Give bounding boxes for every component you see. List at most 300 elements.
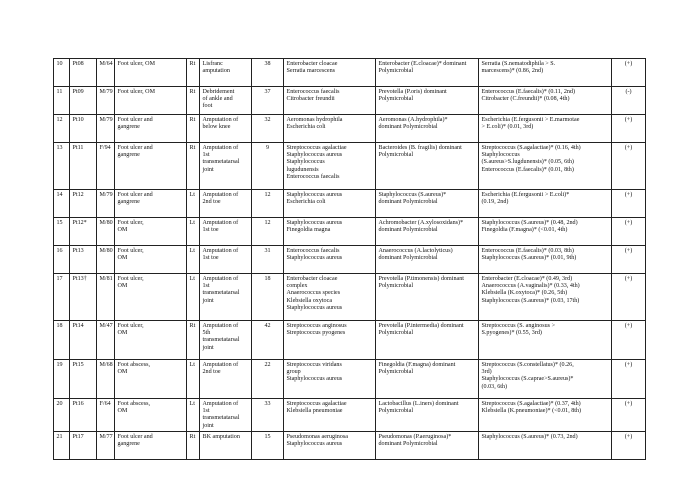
cell-row-number <box>54 115 70 143</box>
cell-patient-id-line: Pt08 <box>72 61 84 67</box>
cell-ngs <box>376 115 479 143</box>
cell-diagnosis-line: Foot ulcer, OM <box>117 89 155 95</box>
cell-diagnosis-line: gangrene <box>117 199 140 206</box>
cell-ngs-line: Anaerococcus (A.lactolyticus) <box>378 248 453 254</box>
cell-procedure-line: joint <box>202 344 214 351</box>
cell-side-line: Lt <box>189 401 195 407</box>
cell-sex-age-line: M/81 <box>99 276 113 282</box>
cell-culture-line: Streptococcus agalactiae <box>286 145 347 151</box>
cell-ngs <box>376 246 479 274</box>
cell-count-line: 37 <box>264 89 271 95</box>
cell-metagenomics-line: Enterobacter (E.cloacae)* (0.49, 3rd) <box>481 276 573 282</box>
cell-count <box>252 399 284 432</box>
cell-diagnosis <box>115 431 187 459</box>
cell-ngs-line: Prevotella (P.oris) dominant <box>378 89 447 95</box>
cell-procedure-line: Amputation of <box>202 220 239 226</box>
cell-culture-line: Staphylococcus aureus <box>286 255 343 262</box>
cell-count-line: 12 <box>264 192 271 198</box>
cell-diagnosis <box>115 274 187 321</box>
cell-count-line: 9 <box>265 145 270 151</box>
cell-culture-line: Streptococcus pyogenes <box>286 330 346 337</box>
table-row <box>54 360 646 399</box>
cell-side-line: Rt <box>189 117 196 123</box>
cell-ngs-line: Achromobacter (A.xylosoxidans)* <box>378 220 464 226</box>
cell-result-line: (+) <box>624 276 633 282</box>
cell-ngs-line: dominant Polymicrobial <box>378 227 438 234</box>
cell-sex-age <box>97 87 115 115</box>
cell-sex-age-line: F/64 <box>99 401 111 407</box>
cell-metagenomics-line: Staphylococcus (S.aureus)* (0.01, 9th) <box>481 255 577 262</box>
cell-procedure-line: 1st toe <box>202 255 219 262</box>
cell-procedure-line: BK amputation <box>202 433 240 440</box>
cell-diagnosis-line: Foot ulcer and <box>117 145 153 151</box>
cell-result <box>612 218 646 246</box>
cell-result-line: (-) <box>625 89 632 95</box>
cell-row-number-line: 17 <box>56 276 63 282</box>
cell-culture-line: Enterococcus faecalis <box>286 173 340 180</box>
cell-culture-line: Pseudomonas aeruginosa <box>286 433 348 440</box>
cell-patient-id-line: Pt12* <box>72 220 87 226</box>
cell-ngs-line: dominant Polymicrobial <box>378 255 438 262</box>
cell-count <box>252 431 284 459</box>
cell-procedure-line: Amputation of <box>202 192 239 198</box>
cell-patient-id <box>70 246 97 274</box>
cell-result-line: (+) <box>624 61 633 67</box>
cell-patient-id-line: Pt17 <box>72 433 84 440</box>
cell-sex-age <box>97 143 115 190</box>
cell-side <box>187 360 200 399</box>
cell-ngs <box>376 399 479 432</box>
cell-sex-age-line: M/79 <box>99 89 113 95</box>
cell-diagnosis <box>115 399 187 432</box>
cell-result <box>612 360 646 399</box>
cell-row-number-line: 12 <box>56 117 63 123</box>
cell-diagnosis <box>115 143 187 190</box>
cell-ngs <box>376 190 479 218</box>
cell-patient-id <box>70 399 97 432</box>
cell-metagenomics-line: > E.coli)* (0.01, 3rd) <box>481 124 534 131</box>
cell-result-line: (+) <box>624 192 633 198</box>
cell-metagenomics-line: Staphylococcus (S.aureus)* (0.03, 17th) <box>481 297 580 304</box>
cell-procedure <box>200 87 252 115</box>
cell-procedure-line: amputation <box>202 68 230 75</box>
table-row <box>54 218 646 246</box>
cell-count <box>252 321 284 360</box>
cell-culture-line: Staphylococcus aureus <box>286 152 343 159</box>
cell-patient-id-line: Pt14 <box>72 323 84 329</box>
cell-diagnosis <box>115 360 187 399</box>
cell-ngs-line: Prevotella (P.intermedia) dominant <box>378 323 464 329</box>
cell-procedure-line: of ankle and <box>202 96 233 103</box>
cell-sex-age <box>97 399 115 432</box>
cell-count <box>252 360 284 399</box>
cell-metagenomics <box>479 59 612 87</box>
cell-metagenomics <box>479 115 612 143</box>
cell-count <box>252 190 284 218</box>
cell-diagnosis-line: Foot ulcer, <box>117 220 144 226</box>
table-row <box>54 143 646 190</box>
cell-side <box>187 218 200 246</box>
table-body <box>54 59 646 460</box>
cell-metagenomics-line: Escherichia (E.fergusonii > E.marmotae <box>481 117 580 123</box>
cell-culture-line: Staphylococcus aureus <box>286 192 343 198</box>
cell-count-line: 33 <box>264 401 271 407</box>
cell-row-number-line: 21 <box>56 433 63 440</box>
cell-procedure-line: Amputation of <box>202 145 239 151</box>
table-row <box>54 399 646 432</box>
cell-culture-line: complex <box>286 283 308 290</box>
cell-metagenomics <box>479 190 612 218</box>
cell-ngs-line: Polymicrobial <box>378 369 414 376</box>
cell-metagenomics-line: Streptococcus (S.agalactiae)* (0.37, 4th) <box>481 401 581 407</box>
cell-row-number <box>54 87 70 115</box>
cell-patient-id-line: Pt10 <box>72 117 84 123</box>
cell-count <box>252 218 284 246</box>
cell-metagenomics-line: Streptococcus (S. anginosus > <box>481 323 556 329</box>
cell-count-line: 31 <box>264 248 271 254</box>
cell-sex-age-line: M/64 <box>99 61 113 67</box>
cell-count <box>252 246 284 274</box>
cell-procedure <box>200 321 252 360</box>
cell-side <box>187 399 200 432</box>
cell-row-number <box>54 274 70 321</box>
cell-result <box>612 321 646 360</box>
table-row <box>54 87 646 115</box>
cell-diagnosis-line: OM <box>117 369 128 376</box>
cell-procedure <box>200 190 252 218</box>
cell-ngs-line: Polymicrobial <box>378 68 414 75</box>
cell-procedure <box>200 246 252 274</box>
cell-procedure <box>200 218 252 246</box>
cell-metagenomics <box>479 360 612 399</box>
cell-sex-age-line: M/68 <box>99 362 113 368</box>
cell-patient-id-line: Pt09 <box>72 89 84 95</box>
cell-procedure-line: 1st <box>202 152 210 159</box>
table-row <box>54 321 646 360</box>
cell-diagnosis <box>115 218 187 246</box>
cell-diagnosis <box>115 87 187 115</box>
cell-procedure-line: 1st <box>202 283 210 290</box>
cell-metagenomics-line: 3rd) <box>481 369 492 376</box>
cell-culture-line: Finegoldia magna <box>286 227 331 234</box>
cell-row-number-line: 13 <box>56 145 63 151</box>
cell-sex-age-line: M/47 <box>99 323 113 329</box>
cell-ngs <box>376 274 479 321</box>
cell-diagnosis-line: OM <box>117 255 128 262</box>
cell-ngs-line: dominant Polymicrobial <box>378 441 438 448</box>
cell-result <box>612 87 646 115</box>
cell-ngs <box>376 143 479 190</box>
cell-procedure-line: foot <box>202 103 213 110</box>
cell-procedure-line: Amputation of <box>202 248 239 254</box>
cell-metagenomics <box>479 431 612 459</box>
cell-culture-line: Anaerococcus species <box>286 290 341 297</box>
cell-ngs-line: dominant Polymicrobial <box>378 199 438 206</box>
cell-ngs-line: Pseudomonas (P.aeruginosa)* <box>378 433 452 440</box>
cell-culture-line: Enterococcus faecalis <box>286 248 340 254</box>
cell-patient-id <box>70 190 97 218</box>
cell-metagenomics <box>479 87 612 115</box>
cell-result <box>612 115 646 143</box>
cell-sex-age-line: F/94 <box>99 145 111 151</box>
cell-metagenomics <box>479 218 612 246</box>
cell-culture-line: Klebsiella pneumoniae <box>286 408 343 415</box>
cell-culture <box>284 431 376 459</box>
cell-culture-line: Staphylococcus aureus <box>286 220 343 226</box>
cell-procedure-line: below knee <box>202 124 231 131</box>
cell-side <box>187 59 200 87</box>
cell-result <box>612 59 646 87</box>
cell-ngs <box>376 360 479 399</box>
cell-row-number <box>54 360 70 399</box>
cell-metagenomics-line: (0.03, 6th) <box>481 383 508 390</box>
cell-procedure-line: transmetatarsal <box>202 415 240 422</box>
cell-row-number <box>54 246 70 274</box>
cell-procedure <box>200 431 252 459</box>
cell-diagnosis-line: Foot ulcer, <box>117 323 144 329</box>
table-row <box>54 431 646 459</box>
cell-ngs-line: Polymicrobial <box>378 152 414 159</box>
cell-sex-age-line: M/79 <box>99 192 113 198</box>
cell-procedure <box>200 143 252 190</box>
cell-ngs-line: dominant Polymicrobial <box>378 124 438 131</box>
cell-procedure-line: Amputation of <box>202 362 239 368</box>
cell-culture <box>284 115 376 143</box>
cell-row-number <box>54 59 70 87</box>
cell-diagnosis <box>115 59 187 87</box>
results-table <box>53 58 646 460</box>
cell-patient-id <box>70 143 97 190</box>
cell-sex-age <box>97 431 115 459</box>
cell-count <box>252 59 284 87</box>
cell-result-line: (+) <box>624 433 633 440</box>
cell-ngs-line: Polymicrobial <box>378 408 414 415</box>
cell-patient-id <box>70 321 97 360</box>
cell-procedure-line: 2nd toe <box>202 369 221 376</box>
table-row <box>54 274 646 321</box>
cell-result-line: (+) <box>624 323 633 329</box>
cell-culture-line: Streptococcus anginosus <box>286 323 347 329</box>
cell-culture-line: Enterococcus faecalis <box>286 89 340 95</box>
cell-culture <box>284 321 376 360</box>
cell-metagenomics <box>479 399 612 432</box>
cell-count-line: 32 <box>264 117 271 123</box>
cell-ngs <box>376 87 479 115</box>
cell-diagnosis-line: gangrene <box>117 441 140 448</box>
cell-count-line: 15 <box>264 433 271 440</box>
cell-side <box>187 115 200 143</box>
cell-culture-line: Escherichia coli <box>286 124 326 131</box>
cell-result <box>612 246 646 274</box>
cell-procedure-line: 1st toe <box>202 227 219 234</box>
cell-metagenomics <box>479 246 612 274</box>
cell-patient-id-line: Pt15 <box>72 362 84 368</box>
cell-culture-line: Streptococcus viridans <box>286 362 342 368</box>
cell-metagenomics <box>479 321 612 360</box>
cell-procedure-line: Amputation of <box>202 401 239 407</box>
cell-side-line: Lt <box>189 220 195 226</box>
cell-metagenomics-line: Escherichia (E.fergusonii > E.coli)* <box>481 192 570 198</box>
cell-culture <box>284 87 376 115</box>
cell-result-line: (+) <box>624 248 633 254</box>
cell-ngs-line: Aeromonas (A.hydrophila)* <box>378 117 448 123</box>
cell-patient-id <box>70 59 97 87</box>
cell-procedure-line: Amputation of <box>202 117 239 123</box>
cell-row-number-line: 10 <box>56 61 63 67</box>
cell-sex-age <box>97 321 115 360</box>
cell-ngs-line: Prevotella (P.timonensis) dominant <box>378 276 464 282</box>
cell-metagenomics-line: (0.19, 2nd) <box>481 199 509 206</box>
cell-procedure-line: 5th <box>202 330 211 337</box>
cell-metagenomics-line: Streptococcus (S.constellatus)* (0.26, <box>481 362 574 368</box>
cell-culture <box>284 218 376 246</box>
cell-diagnosis-line: OM <box>117 227 128 234</box>
cell-patient-id <box>70 87 97 115</box>
cell-patient-id <box>70 115 97 143</box>
cell-procedure <box>200 274 252 321</box>
cell-metagenomics <box>479 143 612 190</box>
table-row <box>54 246 646 274</box>
table-row <box>54 190 646 218</box>
cell-patient-id <box>70 431 97 459</box>
cell-ngs-line: Polymicrobial <box>378 330 414 337</box>
cell-side <box>187 431 200 459</box>
cell-side <box>187 321 200 360</box>
cell-metagenomics-line: Staphylococcus (S.caprae>S.aureus)* <box>481 376 574 383</box>
cell-ngs-line: Lactobacillus (L.iners) dominant <box>378 401 459 407</box>
cell-diagnosis <box>115 321 187 360</box>
cell-procedure <box>200 115 252 143</box>
cell-sex-age <box>97 190 115 218</box>
cell-side <box>187 274 200 321</box>
cell-culture-line: Staphylococcus aureus <box>286 376 343 383</box>
cell-metagenomics-line: Enterococcus (E.faecalis)* (0.03, 8th) <box>481 248 574 254</box>
cell-culture-line: Citrobacter freundii <box>286 96 335 103</box>
cell-sex-age-line: M/79 <box>99 117 113 123</box>
cell-row-number-line: 18 <box>56 323 63 329</box>
cell-sex-age <box>97 218 115 246</box>
cell-culture-line: lugudunensis <box>286 166 319 173</box>
cell-diagnosis-line: Foot ulcer, <box>117 276 144 282</box>
cell-ngs-line: Polymicrobial <box>378 96 414 103</box>
cell-ngs <box>376 321 479 360</box>
cell-result <box>612 274 646 321</box>
cell-diagnosis-line: Foot ulcer and <box>117 192 153 198</box>
cell-patient-id-line: Pt13† <box>72 276 87 282</box>
cell-diagnosis-line: Foot ulcer and <box>117 117 153 123</box>
cell-culture-line: Streptococcus agalactiae <box>286 401 347 407</box>
cell-count <box>252 143 284 190</box>
cell-patient-id-line: Pt12 <box>72 192 84 198</box>
cell-sex-age <box>97 59 115 87</box>
cell-culture <box>284 246 376 274</box>
cell-diagnosis-line: Foot ulcer, <box>117 248 144 254</box>
cell-procedure-line: transmetatarsal <box>202 337 240 344</box>
cell-count-line: 42 <box>264 323 271 329</box>
cell-procedure-line: transmetatarsal <box>202 290 240 297</box>
cell-patient-id-line: Pt16 <box>72 401 84 407</box>
cell-diagnosis-line: OM <box>117 330 128 337</box>
cell-row-number-line: 14 <box>56 192 63 198</box>
cell-side <box>187 143 200 190</box>
cell-culture-line: Staphylococcus <box>286 159 325 166</box>
cell-count-line: 18 <box>264 276 271 282</box>
cell-side-line: Rt <box>189 323 196 329</box>
cell-count <box>252 115 284 143</box>
cell-metagenomics <box>479 274 612 321</box>
cell-result-line: (+) <box>624 220 633 226</box>
cell-side-line: Rt <box>189 433 196 440</box>
cell-culture-line: group <box>286 369 301 376</box>
cell-diagnosis-line: OM <box>117 408 128 415</box>
cell-side <box>187 87 200 115</box>
cell-row-number <box>54 399 70 432</box>
cell-patient-id <box>70 274 97 321</box>
cell-culture-line: Aeromonas hydrophila <box>286 117 343 123</box>
cell-diagnosis-line: gangrene <box>117 124 140 131</box>
cell-ngs <box>376 218 479 246</box>
cell-culture <box>284 59 376 87</box>
cell-culture <box>284 360 376 399</box>
cell-row-number <box>54 431 70 459</box>
cell-culture-line: Enterobacter cloacae <box>286 61 338 67</box>
cell-count-line: 22 <box>264 362 271 368</box>
cell-diagnosis-line: Foot ulcer, OM <box>117 61 155 67</box>
cell-culture-line: Escherichia coli <box>286 199 326 206</box>
cell-culture-line: Staphylococcus aureus <box>286 304 343 311</box>
cell-row-number <box>54 190 70 218</box>
cell-metagenomics-line: Staphylococcus (S.aureus)* (0.73, 2nd) <box>481 433 578 440</box>
cell-culture-line: Staphylococcus aureus <box>286 441 343 448</box>
cell-procedure-line: Amputation of <box>202 276 239 282</box>
cell-procedure-line: transmetatarsal <box>202 159 240 166</box>
cell-row-number-line: 19 <box>56 362 63 368</box>
cell-procedure-line: joint <box>202 166 214 173</box>
cell-sex-age <box>97 115 115 143</box>
cell-result-line: (+) <box>624 362 633 368</box>
table-row <box>54 115 646 143</box>
cell-procedure <box>200 59 252 87</box>
cell-metagenomics-line: Klebsiella (K.oxytoca)* (0.26, 5th) <box>481 290 568 297</box>
cell-patient-id <box>70 218 97 246</box>
cell-result-line: (+) <box>624 401 633 407</box>
cell-procedure-line: Amputation of <box>202 323 239 329</box>
cell-metagenomics-line: Staphylococcus <box>481 152 520 159</box>
cell-row-number <box>54 218 70 246</box>
cell-ngs-line: Staphylococcus (S.aureus)* <box>378 192 447 198</box>
cell-diagnosis-line: Foot ulcer and <box>117 433 153 440</box>
cell-sex-age <box>97 360 115 399</box>
cell-count <box>252 87 284 115</box>
cell-ngs-line: Finegoldia (F.magna) dominant <box>378 362 456 368</box>
cell-row-number <box>54 321 70 360</box>
cell-metagenomics-line: Enterococcus (E.faecalis)* (0.01, 8th) <box>481 166 574 173</box>
cell-metagenomics-line: Staphylococcus (S.aureus)* (0.48, 2nd) <box>481 220 578 226</box>
cell-row-number-line: 16 <box>56 248 63 254</box>
cell-procedure-line: 1st <box>202 408 210 415</box>
cell-row-number-line: 15 <box>56 220 63 226</box>
cell-patient-id-line: Pt13 <box>72 248 84 254</box>
cell-side-line: Lt <box>189 248 195 254</box>
cell-sex-age-line: M/80 <box>99 220 113 226</box>
cell-diagnosis <box>115 115 187 143</box>
cell-count-line: 38 <box>264 61 271 67</box>
cell-result-line: (+) <box>624 145 633 151</box>
cell-ngs-line: Polymicrobial <box>378 283 414 290</box>
cell-ngs <box>376 431 479 459</box>
cell-row-number-line: 20 <box>56 401 63 407</box>
cell-diagnosis-line: OM <box>117 283 128 290</box>
